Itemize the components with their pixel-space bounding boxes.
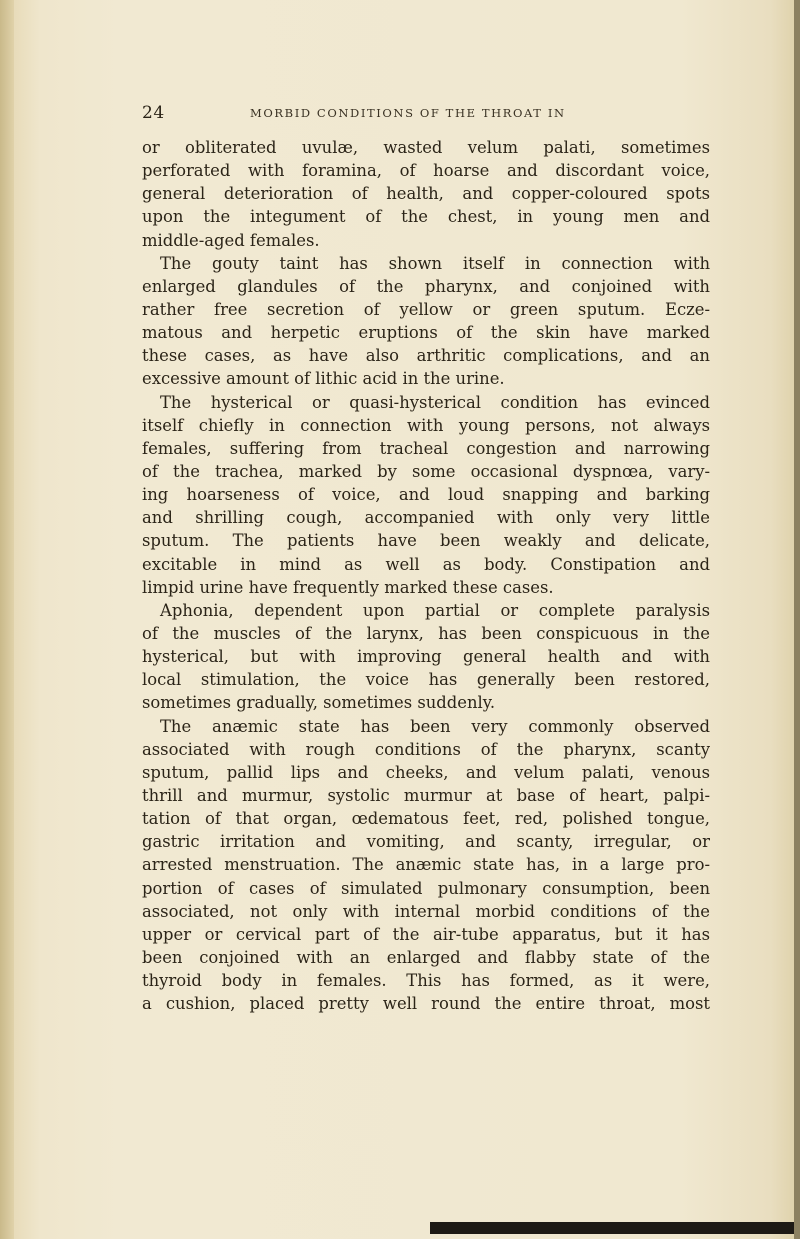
- page-right-edge: [794, 0, 800, 1239]
- text-line: general deterioration of health, and copper-coloured spots: [142, 184, 710, 204]
- text-line: these cases, as have also arthritic complications, and an: [142, 346, 710, 366]
- text-line: sputum. The patients have been weakly and delicate,: [142, 531, 710, 551]
- running-head: MORBID CONDITIONS OF THE THROAT IN: [250, 106, 566, 120]
- page-binding-edge: [0, 0, 14, 1239]
- text-line: associated, not only with internal morbid conditions of the: [142, 901, 710, 921]
- text-line: Aphonia, dependent upon partial or complete paralysis: [160, 600, 710, 620]
- text-line: upon the integument of the chest, in young men and: [142, 207, 710, 227]
- text-line: enlarged glandules of the pharynx, and conjoined with: [142, 276, 710, 296]
- text-line: sputum, pallid lips and cheeks, and velum palati, venous: [142, 762, 710, 782]
- text-line: The anæmic state has been very commonly observed: [160, 716, 710, 736]
- text-line: The hysterical or quasi-hysterical condition has evinced: [160, 392, 710, 412]
- text-line: been conjoined with an enlarged and flabby state of the: [142, 947, 710, 967]
- text-line: of the muscles of the larynx, has been conspicuous in the: [142, 623, 710, 643]
- text-line: associated with rough conditions of the pharynx, scanty: [142, 739, 710, 759]
- text-line: and shrilling cough, accompanied with only very little: [142, 508, 710, 528]
- text-line: portion of cases of simulated pulmonary consumption, been: [142, 878, 710, 898]
- text-line: sometimes gradually, sometimes suddenly.: [142, 693, 496, 713]
- text-line: rather free secretion of yellow or green sputum. Ecze-: [142, 299, 710, 319]
- text-line: matous and herpetic eruptions of the skin have marked: [142, 323, 710, 343]
- text-line: upper or cervical part of the air-tube apparatus, but it has: [142, 924, 710, 944]
- text-line: tation of that organ, œdematous feet, red, polished tongue,: [142, 809, 710, 829]
- body-text: [142, 136, 710, 1015]
- text-line: gastric irritation and vomiting, and scanty, irregular, or: [142, 832, 710, 852]
- text-line: excessive amount of lithic acid in the urine.: [142, 369, 505, 389]
- text-line: a cushion, placed pretty well round the entire throat, most: [142, 994, 710, 1014]
- text-line: thrill and murmur, systolic murmur at base of heart, palpi-: [142, 785, 710, 805]
- page-bottom-shadow: [430, 1222, 794, 1234]
- page-number: 24: [142, 103, 165, 123]
- text-line: excitable in mind as well as body. Constipation and: [142, 554, 710, 574]
- page-header: [142, 103, 702, 123]
- text-line: arrested menstruation. The anæmic state has, in a large pro-: [142, 855, 710, 875]
- text-line: local stimulation, the voice has generally been restored,: [142, 670, 710, 690]
- text-line: thyroid body in females. This has formed, as it were,: [142, 971, 710, 991]
- text-line: ing hoarseness of voice, and loud snapping and barking: [142, 485, 710, 505]
- text-line: perforated with foramina, of hoarse and discordant voice,: [142, 161, 710, 181]
- text-line: The gouty taint has shown itself in connection with: [160, 253, 710, 273]
- text-line: itself chiefly in connection with young persons, not always: [142, 415, 710, 435]
- text-line: hysterical, but with improving general health and with: [142, 647, 710, 667]
- text-line: middle-aged females.: [142, 230, 320, 250]
- text-line: females, suffering from tracheal congestion and narrowing: [142, 438, 710, 458]
- text-line: or obliterated uvulæ, wasted velum palati, sometimes: [142, 138, 710, 157]
- text-line: of the trachea, marked by some occasional dyspnœa, vary-: [142, 461, 710, 481]
- text-line: limpid urine have frequently marked these cases.: [142, 577, 554, 597]
